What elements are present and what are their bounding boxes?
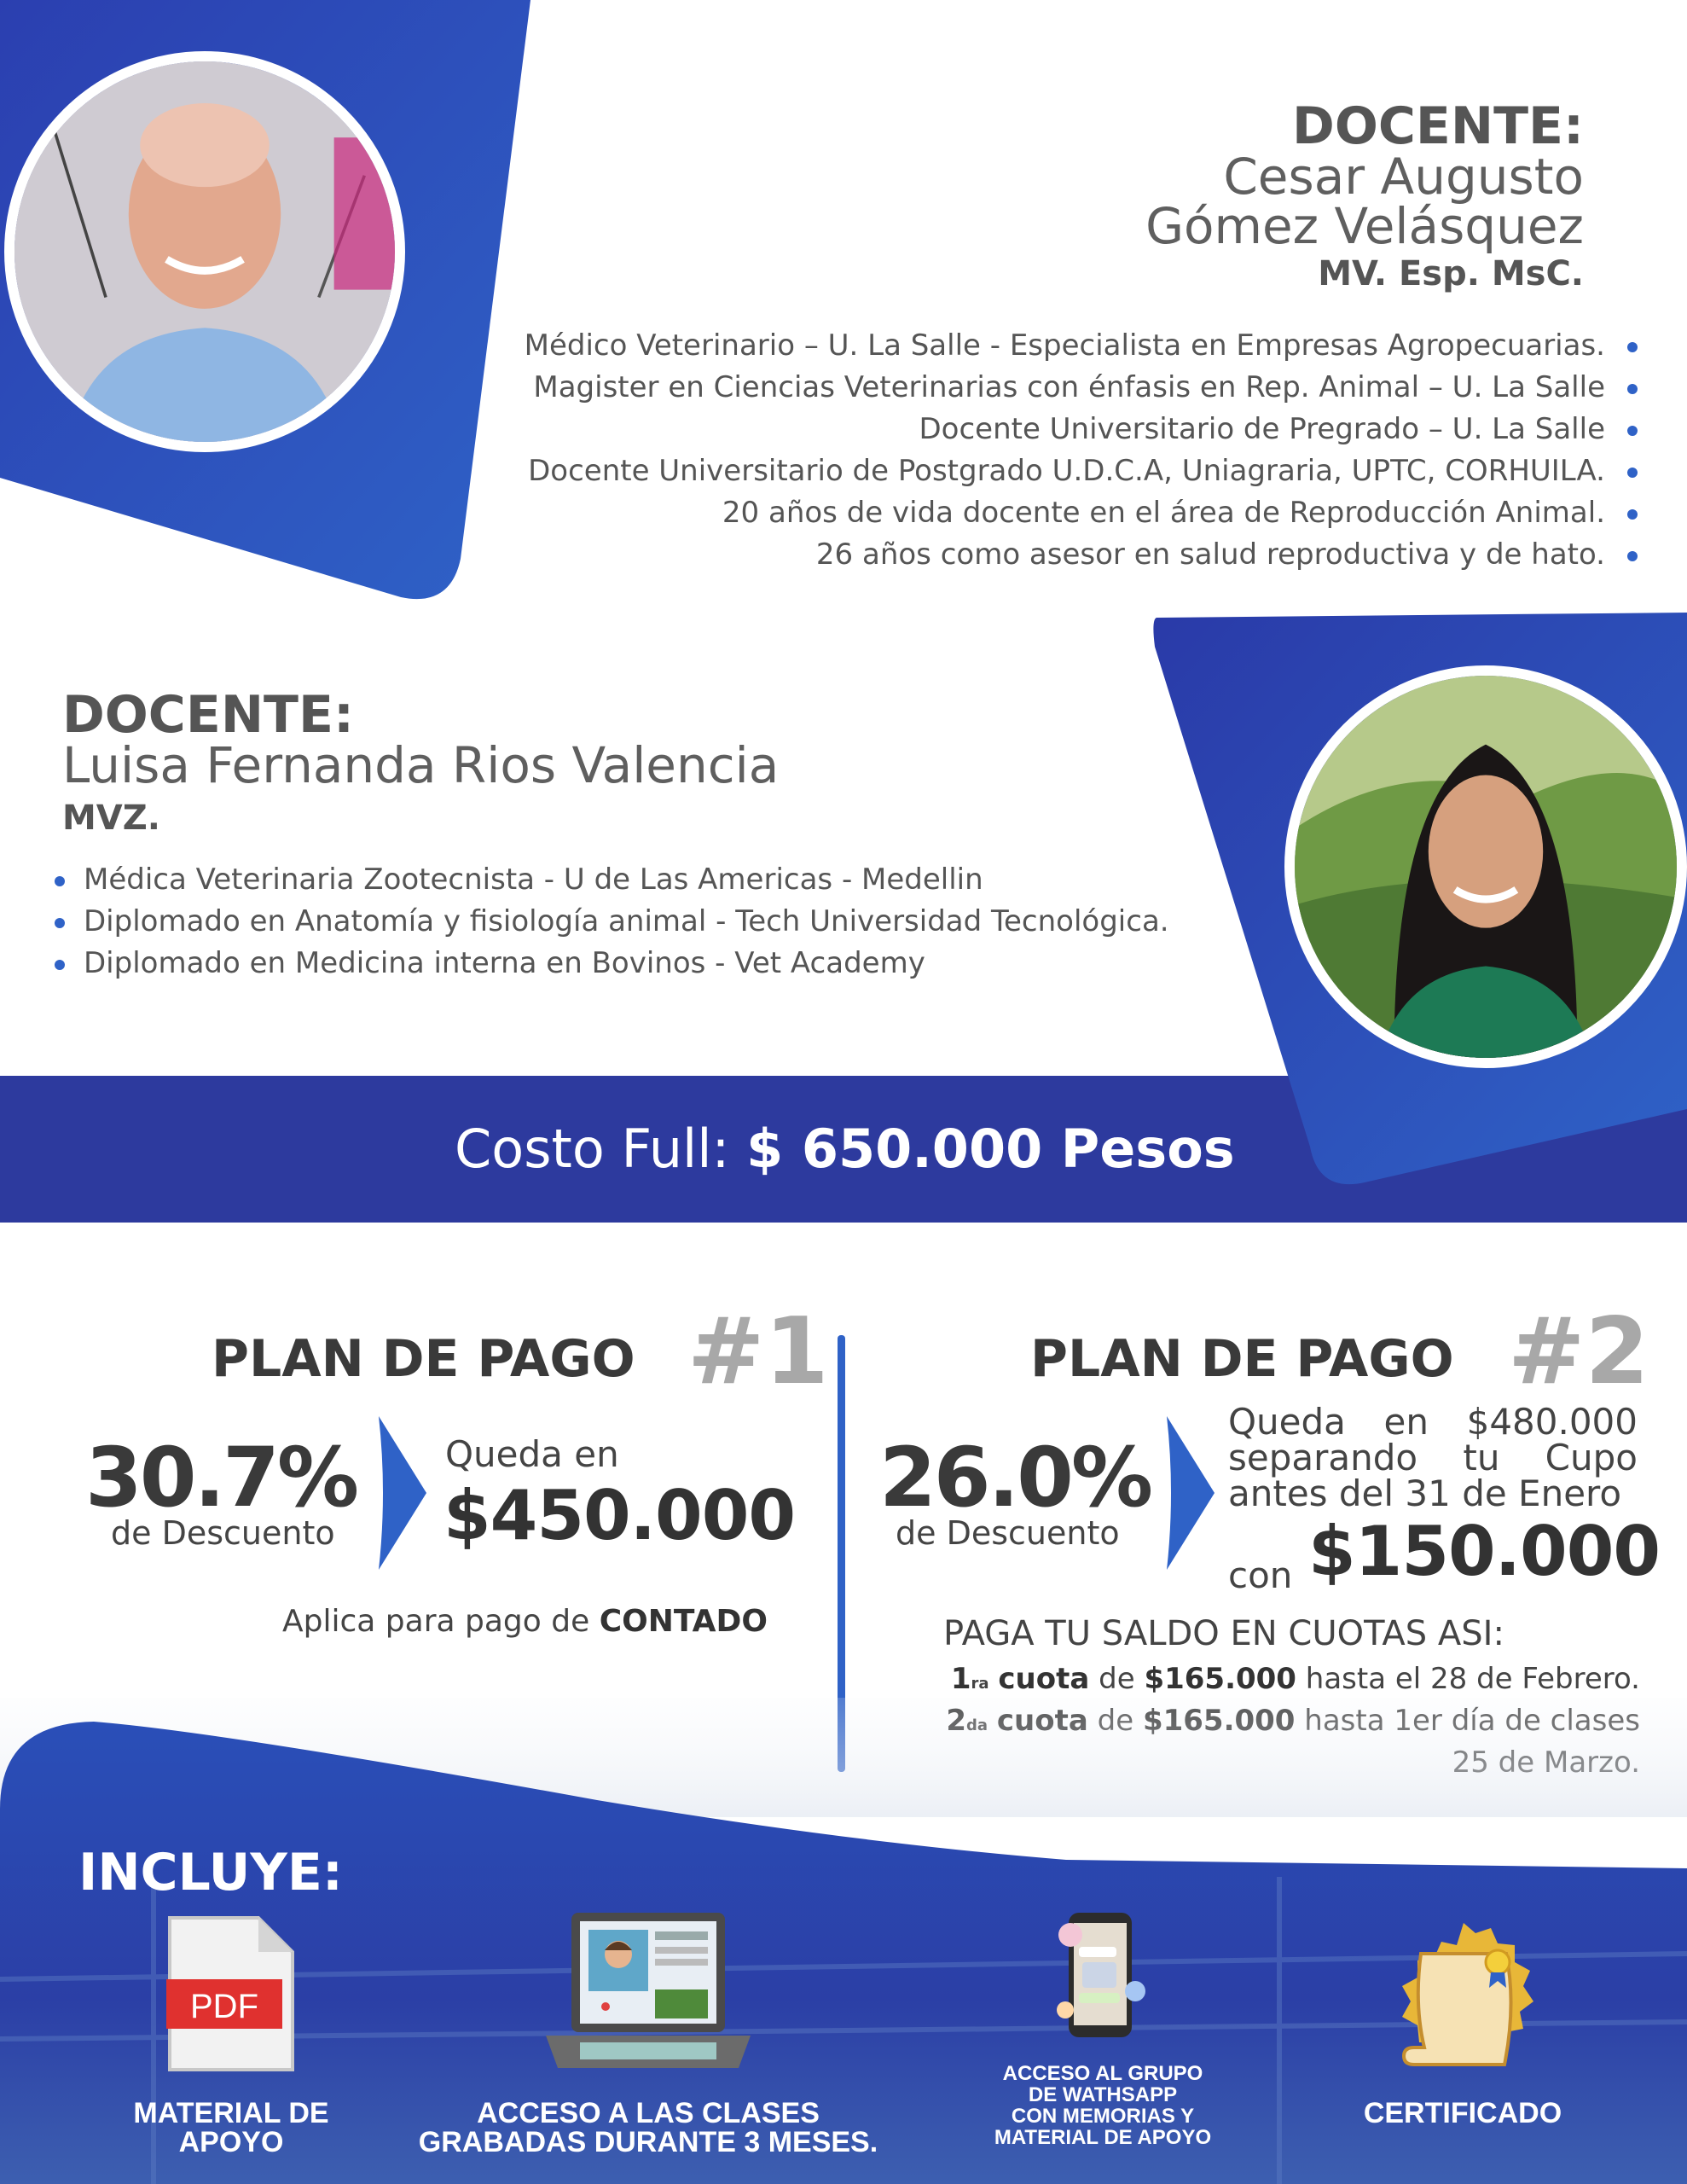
teacher1-name-line2: Gómez Velásquez bbox=[1145, 197, 1584, 255]
plan2-cuota1 bbox=[951, 1662, 1640, 1696]
include-label-line: ACCESO A LAS CLASES bbox=[477, 2097, 820, 2129]
certificate-scroll-icon bbox=[1380, 1920, 1547, 2083]
includes-title: INCLUYE: bbox=[78, 1843, 343, 1902]
cost-text bbox=[455, 1118, 1235, 1180]
teacher1-header bbox=[1145, 96, 1584, 293]
list-item: Médica Veterinaria Zootecnista - U de Las Americas - Medellin bbox=[55, 859, 1169, 901]
include-label-line: APOYO bbox=[178, 2126, 284, 2158]
plan2-title: PLAN DE PAGO bbox=[1030, 1329, 1454, 1389]
plan1-note-prefix: Aplica para pago de bbox=[282, 1604, 590, 1639]
plan2-text-block bbox=[1228, 1401, 1638, 1514]
include-label-line: CON MEMORIAS Y bbox=[1011, 2105, 1195, 2128]
include-item-recorded-classes bbox=[409, 2099, 887, 2157]
plan2-number: #2 bbox=[1508, 1298, 1649, 1405]
plan2-percent-label: de Descuento bbox=[896, 1514, 1120, 1552]
teacher2-label: DOCENTE: bbox=[62, 685, 354, 745]
cuota1-ordinal: ra bbox=[971, 1675, 989, 1693]
plan2-text-line3: antes del 31 de Enero bbox=[1228, 1472, 1622, 1514]
plan2-amount: $150.000 bbox=[1308, 1512, 1661, 1591]
plan1-percent: 30.7% bbox=[85, 1430, 357, 1525]
plan2-text-line2: separando tu Cupo bbox=[1228, 1437, 1638, 1478]
cuota1-word: cuota bbox=[998, 1662, 1090, 1696]
include-label-line: DE WATHSAPP bbox=[1028, 2083, 1178, 2106]
pdf-icon-label: PDF bbox=[190, 1988, 258, 2025]
teacher2-name: Luisa Fernanda Rios Valencia bbox=[62, 736, 780, 794]
list-item: 20 años de vida docente en el área de Reproducción Animal. bbox=[525, 492, 1638, 534]
plan1-arrow-icon bbox=[379, 1416, 428, 1570]
list-item: Docente Universitario de Postgrado U.D.C.A, Uniagraria, UPTC, CORHUILA. bbox=[525, 450, 1638, 492]
plan1-note bbox=[282, 1604, 768, 1639]
teacher1-bullet-list bbox=[525, 325, 1638, 576]
plan1-number: #1 bbox=[687, 1298, 829, 1405]
include-label-line: GRABADAS DURANTE 3 MESES. bbox=[418, 2126, 878, 2158]
teacher2-bullet-list bbox=[55, 859, 1169, 985]
teacher1-photo bbox=[4, 51, 405, 452]
plan1-amount: $450.000 bbox=[443, 1476, 796, 1555]
plan2-text-line1: Queda en $480.000 bbox=[1228, 1401, 1638, 1443]
include-label-line: CERTIFICADO bbox=[1363, 2097, 1562, 2129]
list-item: Diplomado en Medicina interna en Bovinos - Vet Academy bbox=[55, 943, 1169, 985]
list-item: Médico Veterinario – U. La Salle - Especialista en Empresas Agropecuarias. bbox=[525, 325, 1638, 367]
teacher2-title: MVZ. bbox=[62, 799, 160, 838]
list-item: 26 años como asesor en salud reproductiva y de hato. bbox=[525, 534, 1638, 576]
teacher2-photo bbox=[1284, 665, 1687, 1068]
cuota1-rest: hasta el 28 de Febrero. bbox=[1305, 1662, 1640, 1696]
plan1-title: PLAN DE PAGO bbox=[212, 1329, 635, 1389]
include-item-certificate bbox=[1339, 2099, 1586, 2128]
plan2-arrow-icon bbox=[1167, 1416, 1216, 1570]
list-item: Diplomado en Anatomía y fisiología animal - Tech Universidad Tecnológica. bbox=[55, 901, 1169, 943]
cost-label: Costo Full: bbox=[455, 1118, 730, 1180]
cuota1-de: de bbox=[1099, 1662, 1135, 1696]
include-label-line: MATERIAL DE APOYO bbox=[994, 2126, 1212, 2149]
include-label-line: ACCESO AL GRUPO bbox=[1002, 2062, 1203, 2085]
cost-value: $ 650.000 Pesos bbox=[746, 1118, 1235, 1180]
plan2-percent: 26.0% bbox=[879, 1430, 1151, 1525]
cuota1-number: 1 bbox=[950, 1662, 971, 1696]
laptop-icon bbox=[546, 1908, 751, 2075]
plan2-installments-title: PAGA TU SALDO EN CUOTAS ASI: bbox=[943, 1614, 1504, 1653]
teacher1-title: MV. Esp. MsC. bbox=[1318, 254, 1584, 293]
plan1-queda-label: Queda en bbox=[445, 1433, 619, 1475]
plan2-con-label: con bbox=[1228, 1554, 1293, 1596]
teacher1-name-line1: Cesar Augusto bbox=[1223, 148, 1584, 206]
include-item-material bbox=[111, 2099, 351, 2157]
cuota1-amount: $165.000 bbox=[1144, 1662, 1296, 1696]
plan1-note-bold: CONTADO bbox=[599, 1604, 768, 1639]
smartphone-chat-icon bbox=[1053, 1909, 1147, 2042]
teacher1-label: DOCENTE: bbox=[1292, 96, 1584, 156]
list-item: Docente Universitario de Pregrado – U. La Salle bbox=[525, 409, 1638, 450]
list-item: Magister en Ciencias Veterinarias con énfasis en Rep. Animal – U. La Salle bbox=[525, 367, 1638, 409]
include-label-line: MATERIAL DE bbox=[133, 2097, 329, 2129]
plan1-percent-label: de Descuento bbox=[111, 1514, 335, 1552]
teacher2-header bbox=[62, 685, 780, 838]
include-item-whatsapp-group bbox=[954, 2063, 1252, 2148]
